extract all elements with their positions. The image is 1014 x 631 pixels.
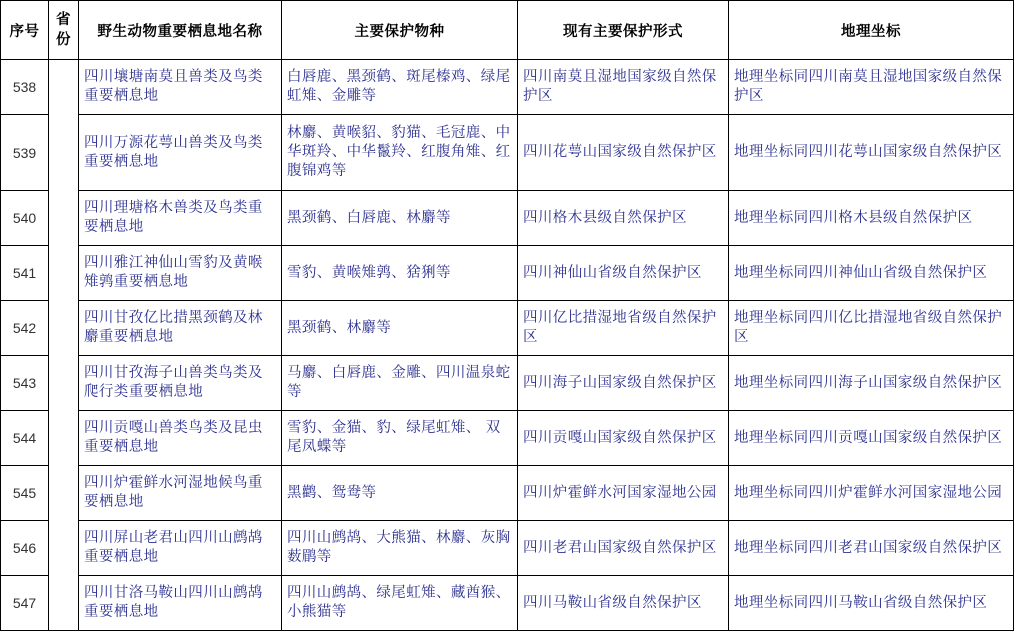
- cell-province-merged: [49, 60, 79, 631]
- cell-protection: 四川老君山国家级自然保护区: [518, 521, 729, 576]
- cell-coordinates: 地理坐标同四川亿比措湿地省级自然保护区: [729, 301, 1014, 356]
- header-species: 主要保护物种: [282, 1, 518, 60]
- cell-species: 白唇鹿、黑颈鹤、斑尾榛鸡、绿尾虹雉、金雕等: [282, 60, 518, 115]
- cell-species: 黑鹳、鸳鸯等: [282, 466, 518, 521]
- cell-seq: 543: [1, 356, 49, 411]
- table-row: [1, 521, 1014, 576]
- cell-coordinates: 地理坐标同四川格木县级自然保护区: [729, 191, 1014, 246]
- cell-protection: 四川海子山国家级自然保护区: [518, 356, 729, 411]
- cell-protection: 四川贡嘎山国家级自然保护区: [518, 411, 729, 466]
- header-seq: 序号: [1, 1, 49, 60]
- header-coordinates: 地理坐标: [729, 1, 1014, 60]
- table-row: [1, 356, 1014, 411]
- cell-habitat: 四川万源花萼山兽类及鸟类重要栖息地: [79, 115, 282, 191]
- cell-habitat: 四川理塘格木兽类及鸟类重要栖息地: [79, 191, 282, 246]
- cell-species: 黑颈鹤、白唇鹿、林麝等: [282, 191, 518, 246]
- cell-seq: 545: [1, 466, 49, 521]
- table-row: [1, 576, 1014, 631]
- cell-seq: 547: [1, 576, 49, 631]
- table-row: [1, 246, 1014, 301]
- cell-habitat: 四川壤塘南莫且兽类及鸟类重要栖息地: [79, 60, 282, 115]
- cell-coordinates: 地理坐标同四川海子山国家级自然保护区: [729, 356, 1014, 411]
- cell-protection: 四川马鞍山省级自然保护区: [518, 576, 729, 631]
- cell-coordinates: 地理坐标同四川贡嘎山国家级自然保护区: [729, 411, 1014, 466]
- header-protection: 现有主要保护形式: [518, 1, 729, 60]
- cell-species: 四川山鹧鸪、绿尾虹雉、藏酋猴、小熊猫等: [282, 576, 518, 631]
- cell-species: 林麝、黄喉貂、豹猫、毛冠鹿、中华斑羚、中华鬣羚、红腹角雉、红腹锦鸡等: [282, 115, 518, 191]
- table-row: [1, 60, 1014, 115]
- cell-species: 马麝、白唇鹿、金雕、四川温泉蛇等: [282, 356, 518, 411]
- cell-seq: 546: [1, 521, 49, 576]
- header-province: 省份: [49, 1, 79, 60]
- cell-coordinates: 地理坐标同四川炉霍鲜水河国家湿地公园: [729, 466, 1014, 521]
- table-row: [1, 466, 1014, 521]
- cell-protection: 四川南莫且湿地国家级自然保护区: [518, 60, 729, 115]
- cell-seq: 538: [1, 60, 49, 115]
- cell-coordinates: 地理坐标同四川神仙山省级自然保护区: [729, 246, 1014, 301]
- cell-species: 雪豹、金猫、豹、绿尾虹雉、 双尾凤蝶等: [282, 411, 518, 466]
- cell-habitat: 四川甘孜亿比措黑颈鹤及林麝重要栖息地: [79, 301, 282, 356]
- cell-species: 四川山鹧鸪、大熊猫、林麝、灰胸薮鹛等: [282, 521, 518, 576]
- cell-habitat: 四川屏山老君山四川山鹧鸪重要栖息地: [79, 521, 282, 576]
- cell-habitat: 四川炉霍鲜水河湿地候鸟重要栖息地: [79, 466, 282, 521]
- table-row: [1, 191, 1014, 246]
- cell-protection: 四川炉霍鲜水河国家湿地公园: [518, 466, 729, 521]
- cell-habitat: 四川甘孜海子山兽类鸟类及爬行类重要栖息地: [79, 356, 282, 411]
- cell-protection: 四川花萼山国家级自然保护区: [518, 115, 729, 191]
- cell-habitat: 四川贡嘎山兽类鸟类及昆虫重要栖息地: [79, 411, 282, 466]
- cell-seq: 541: [1, 246, 49, 301]
- cell-coordinates: 地理坐标同四川南莫且湿地国家级自然保护区: [729, 60, 1014, 115]
- header-habitat: 野生动物重要栖息地名称: [79, 1, 282, 60]
- cell-coordinates: 地理坐标同四川老君山国家级自然保护区: [729, 521, 1014, 576]
- table-row: [1, 301, 1014, 356]
- cell-seq: 540: [1, 191, 49, 246]
- cell-habitat: 四川雅江神仙山雪豹及黄喉雉鹑重要栖息地: [79, 246, 282, 301]
- cell-seq: 542: [1, 301, 49, 356]
- cell-species: 雪豹、黄喉雉鹑、猞猁等: [282, 246, 518, 301]
- cell-protection: 四川亿比措湿地省级自然保护区: [518, 301, 729, 356]
- cell-seq: 539: [1, 115, 49, 191]
- table-header-row: [1, 1, 1014, 60]
- cell-coordinates: 地理坐标同四川马鞍山省级自然保护区: [729, 576, 1014, 631]
- table-row: [1, 411, 1014, 466]
- cell-habitat: 四川甘洛马鞍山四川山鹧鸪重要栖息地: [79, 576, 282, 631]
- table-row: [1, 115, 1014, 191]
- cell-protection: 四川神仙山省级自然保护区: [518, 246, 729, 301]
- cell-protection: 四川格木县级自然保护区: [518, 191, 729, 246]
- cell-coordinates: 地理坐标同四川花萼山国家级自然保护区: [729, 115, 1014, 191]
- cell-species: 黑颈鹤、林麝等: [282, 301, 518, 356]
- cell-seq: 544: [1, 411, 49, 466]
